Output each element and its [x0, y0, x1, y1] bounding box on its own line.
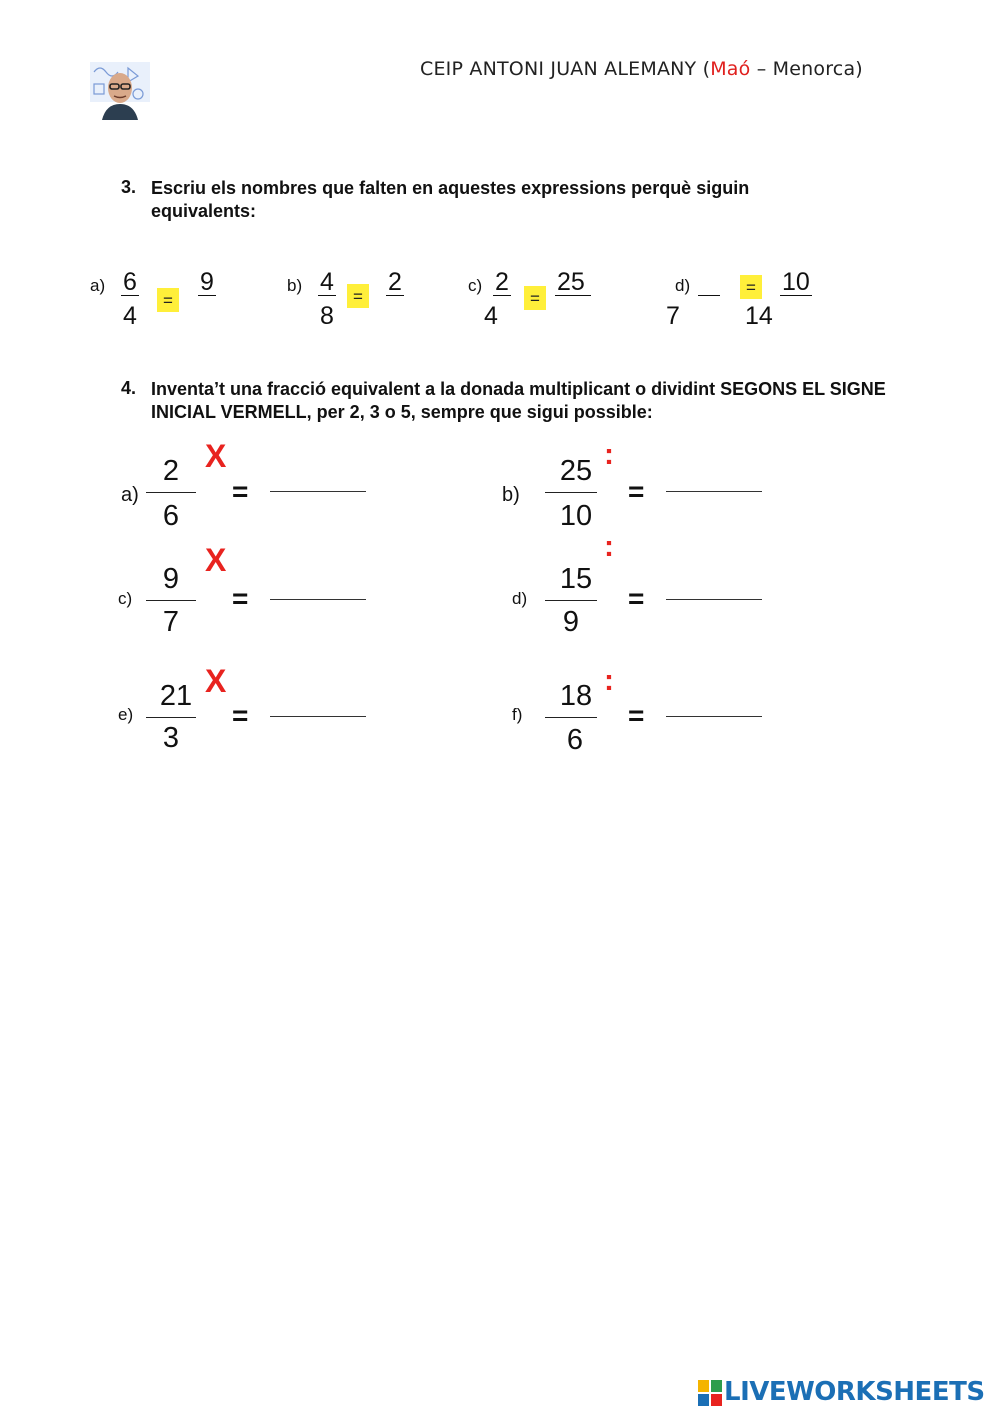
q3a-label: a) — [90, 276, 106, 295]
q4-instructions: Inventa’t una fracció equivalent a la donada multiplicant o dividint SEGONS EL SIGNE INICIAL VERMELL, per 2, 3 o 5, sempre que sigui possible: — [151, 379, 886, 422]
q4a-label: a) — [121, 484, 139, 506]
q3b-denominator: 8 — [320, 302, 334, 330]
q4c-label: c) — [118, 589, 133, 608]
school-name-suffix: – Menorca) — [750, 58, 863, 80]
q4d-fraction-bar — [545, 600, 597, 601]
q4e-answer-line[interactable] — [270, 716, 366, 717]
q4b-equals: = — [628, 476, 645, 507]
q4b-denominator: 10 — [559, 500, 593, 532]
q4e-numerator: 21 — [159, 680, 193, 712]
q4c-equals: = — [232, 583, 249, 614]
q3c-label: c) — [468, 276, 483, 295]
q4f-label: f) — [512, 705, 523, 724]
school-name-prefix: CEIP ANTONI JUAN ALEMANY ( — [420, 58, 711, 80]
q4a-multiply-sign: X — [205, 438, 227, 474]
q4f-divide-sign: : — [604, 664, 614, 697]
q4b-fraction-bar — [545, 492, 597, 493]
q4d-equals: = — [628, 583, 645, 614]
q4f-fraction-bar — [545, 717, 597, 718]
q4e-multiply-sign: X — [205, 663, 227, 699]
q4b-answer-line[interactable] — [666, 491, 762, 492]
q3d-denominator: 7 — [666, 302, 680, 330]
liveworksheets-logo-text: LIVEWORKSHEETS — [724, 1377, 985, 1407]
q4c-denominator: 7 — [162, 606, 180, 638]
q4a-answer-line[interactable] — [270, 491, 366, 492]
q3d-missing-numerator[interactable] — [698, 295, 720, 296]
q3-instructions: Escriu els nombres que falten en aquestes expressions perquè siguin equivalents: — [151, 178, 750, 221]
q3c-numerator: 2 — [495, 268, 509, 296]
q3c-denominator: 4 — [484, 302, 498, 330]
q4b-numerator: 25 — [559, 455, 593, 487]
q3b-numerator-2: 2 — [388, 268, 402, 296]
q4f-answer-line[interactable] — [666, 716, 762, 717]
q3b-equals: = — [347, 284, 369, 308]
q4b-divide-sign: : — [604, 438, 614, 471]
q4e-denominator: 3 — [162, 722, 180, 754]
q3-number: 3. — [121, 177, 137, 197]
q4e-label: e) — [118, 705, 134, 724]
q3d-numerator-2: 10 — [782, 268, 810, 296]
q4a-numerator: 2 — [162, 455, 180, 487]
school-name — [420, 58, 863, 80]
q3a-numerator: 6 — [123, 268, 137, 296]
q4d-denominator: 9 — [562, 606, 580, 638]
q3a-denominator: 4 — [123, 302, 137, 330]
q4c-answer-line[interactable] — [270, 599, 366, 600]
q4f-numerator: 18 — [559, 680, 593, 712]
school-city: Maó — [710, 58, 751, 80]
q3b-label: b) — [287, 276, 303, 295]
liveworksheets-logo-icon — [698, 1380, 722, 1406]
q4b-label: b) — [502, 484, 520, 506]
q4-number: 4. — [121, 378, 137, 398]
q4d-numerator: 15 — [559, 563, 593, 595]
q4a-equals: = — [232, 476, 249, 507]
teacher-avatar-logo — [88, 58, 152, 122]
q4c-multiply-sign: X — [205, 542, 227, 578]
q3d-denominator-2: 14 — [745, 302, 773, 330]
q4e-fraction-bar — [146, 717, 196, 718]
q4c-fraction-bar — [146, 600, 196, 601]
q4e-equals: = — [232, 700, 249, 731]
q4a-denominator: 6 — [162, 500, 180, 532]
q3d-label: d) — [675, 276, 691, 295]
q3a-equals: = — [157, 288, 179, 312]
q4f-denominator: 6 — [566, 724, 584, 756]
q3b-numerator: 4 — [320, 268, 334, 296]
q3d-equals: = — [740, 275, 762, 299]
q4a-fraction-bar — [146, 492, 196, 493]
q4d-label: d) — [512, 589, 528, 608]
q3c-numerator-2: 25 — [555, 270, 591, 296]
q4d-divide-sign: : — [604, 530, 614, 563]
q4f-equals: = — [628, 700, 645, 731]
q3c-equals: = — [524, 286, 546, 310]
q3a-numerator-2: 9 — [200, 268, 214, 296]
q4c-numerator: 9 — [162, 563, 180, 595]
q4d-answer-line[interactable] — [666, 599, 762, 600]
